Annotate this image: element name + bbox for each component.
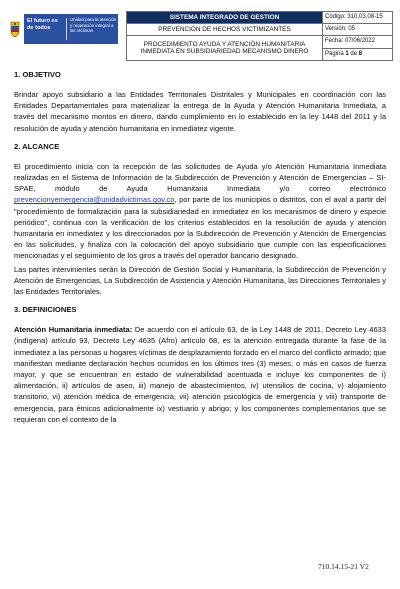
procedure-name: PROCEDIMIENTO AYUDA Y ATENCIÓN HUMANITARIA INMEDIATA EN SUBSIDIARIEDAD MECANISMO DINERO [127, 36, 323, 61]
logo-divider [66, 18, 67, 40]
alcance-text [14, 161, 386, 262]
section-heading-alcance: 2. ALCANCE [14, 141, 60, 151]
page-current: 1 [345, 50, 349, 57]
page-of: de [350, 50, 358, 57]
doc-code: Código: 310,03,08-15 [323, 12, 393, 24]
alcance-text-part2: , por parte de los municipios o distritos, con el aval a partir del "procedimiento de formalización para la subsidiariedad en inmediatez en los mecanismos de dinero y especie periódico", continua con la verificación de los criterios establecidos en la resolución de ayuda y atención humanitaria en inmediatez y los direccionados por la Subdirección de Prevención y Atención de Emergencias en las solicitudes, y finaliza con la colocación del apoyo subsidiario que cumple con las especificaciones mencionadas y el seguimiento de los giros a través del operador bancario designado. [14, 195, 386, 261]
logo-area [8, 8, 118, 62]
objetivo-text: Brindar apoyo subsidiario a las Entidades Territoriales Distritales y Municipales en coordinación con las Entidades Departamentales para materializar la entrega de la Ayuda y Atención Humanitaria Inmediata, a través del mecanismo montos en dinero, dando cumplimiento en lo establecido en la ley 1448 del 2011 y la resolución de ayuda y atención humanitaria en inmediatez vigente. [14, 90, 386, 133]
section-heading-objetivo: 1. OBJETIVO [14, 70, 61, 79]
system-title: SISTEMA INTEGRADO DE GESTION [127, 12, 323, 24]
page-prefix: Página [325, 50, 344, 57]
doc-date: Fecha: 07/06/2022 [323, 36, 393, 48]
document-body [14, 70, 386, 433]
page-total: 8 [358, 50, 363, 57]
process-name: PREVENCIÓN DE HECHOS VICTIMIZANTES [127, 24, 323, 36]
definicion-body: De acuerdo con el artículo 63, de la Ley 1448 de 2011, Decreto Ley 4633 (indígena) artículo 93, Decreto Ley 4635 (Afro) artículo 68, es la atención entregada durante la fase de la inmediatez a las personas u hogares víctimas de desplazamiento forzado en el marco del conflicto armado; que manifiestan mediante declaración hechos ocurridos en los últimos tres (3) meses, o más en casos de fuerza mayor, y que se encuentran en estado de vulnerabilidad acentuada e incluye los componentes de i) alimentación, ii) artículos de aseo, iii) manejo de abastecimientos, iv) utensilios de cocina, v) alojamiento transitorio, vi) atención médica de emergencia, vii) atención psicológica de emergencia y viii) transporte de emergencia, para étnicos adicionalmente ix) vestuario y abrigo; y los componentes complementarios que se requieran con el contexto de la [14, 325, 386, 424]
page-number [323, 48, 393, 60]
definicion-term: Atención Humanitaria inmediata: [14, 325, 133, 335]
definicion-text [14, 324, 386, 425]
logo-future-text: El futuro es de todos [27, 18, 58, 31]
alcance-text-part1: El procedimiento inicia con la recepción de las solicitudes de Ayuda y/o Atención Humanitaria Inmediata realizadas en el Sistema de Información de la Subdirección de Prevención y Atención de Emergencias – SI-SPAE, módulo de Ayuda Humanitaria Inmediata y/o correo electrónico [14, 161, 386, 194]
footer-code: 710.14.15-21 V2 [318, 562, 369, 571]
coat-of-arms-icon [8, 20, 22, 38]
government-logo [24, 14, 118, 44]
email-link[interactable]: prevencionyemergencia@unidadvictimas.gov.co [14, 195, 175, 205]
document-header [8, 8, 392, 62]
doc-version: Versión: 05 [323, 24, 393, 36]
section-heading-definiciones: 3. DEFINICIONES [14, 305, 77, 315]
logo-unit-text: Unidad para la atención y reparación integral a las víctimas [70, 17, 117, 34]
header-table [126, 11, 393, 61]
alcance-text-2: Las partes intervinientes serán la Dirección de Gestión Social y Humanitaria, la Subdirección de Prevención y Atención de Emergencias, La Subdirección de Asistencia y Atención Humanitaria, las Direcciones Territoriales y las Entidades Territoriales. [14, 264, 386, 297]
